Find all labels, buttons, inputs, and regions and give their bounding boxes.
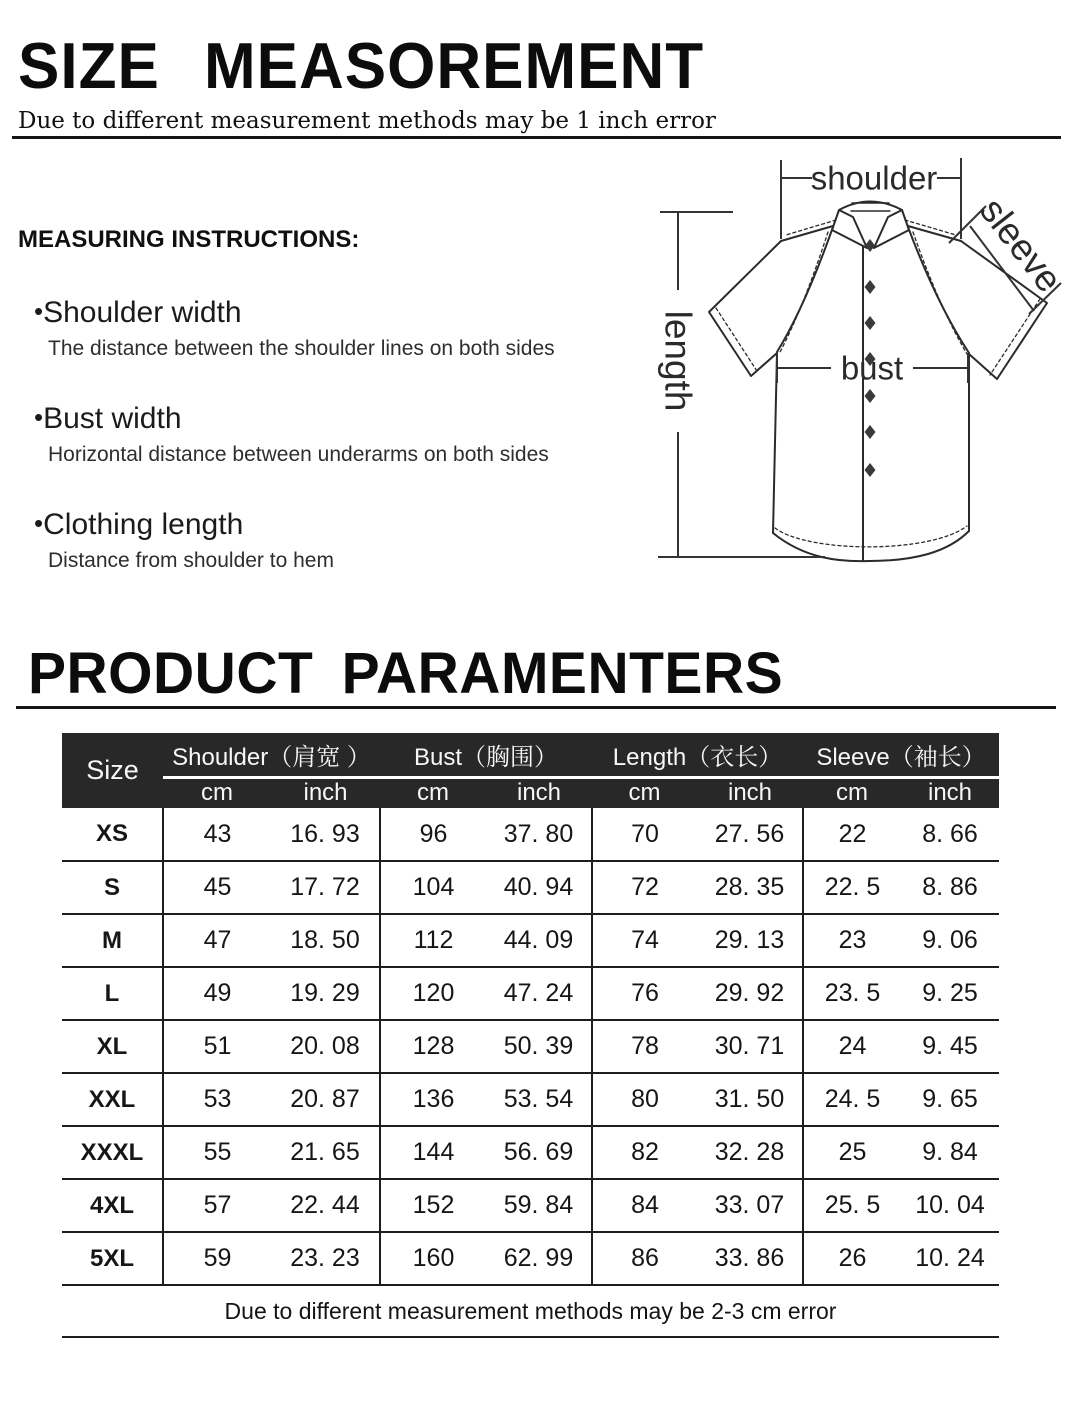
value-cell: 144 (380, 1126, 486, 1179)
value-cell: 84 (592, 1179, 697, 1232)
size-cell: 4XL (62, 1179, 163, 1232)
unit-header: cm (163, 777, 271, 808)
value-cell: 72 (592, 861, 697, 914)
value-cell: 24 (803, 1020, 901, 1073)
value-cell: 152 (380, 1179, 486, 1232)
size-column-header: Size (62, 733, 163, 808)
table-row (62, 1073, 999, 1126)
size-cell: 5XL (62, 1232, 163, 1285)
value-cell: 26 (803, 1232, 901, 1285)
bust-group-header: Bust（胸围） (380, 733, 592, 777)
value-cell: 8. 86 (901, 861, 999, 914)
shirt-measurement-diagram (600, 140, 1072, 612)
value-cell: 78 (592, 1020, 697, 1073)
instruction-item-bust (34, 402, 549, 467)
length-label: length (657, 310, 699, 412)
value-cell: 8. 66 (922, 819, 978, 848)
value-cell: 29. 92 (697, 967, 803, 1020)
value-cell: 9. 65 (901, 1073, 999, 1126)
value-cell: 25 (803, 1126, 901, 1179)
value-cell: 19. 29 (271, 967, 380, 1020)
divider (12, 136, 1061, 139)
length-group-header: Length（衣长） (592, 733, 803, 777)
sleeve-label: sleeve (971, 190, 1071, 300)
size-cell: S (62, 861, 163, 914)
size-cell: XS (95, 820, 128, 847)
value-cell: 16. 93 (290, 819, 360, 848)
size-cell: L (62, 967, 163, 1020)
instruction-title: Clothing length (43, 508, 244, 541)
table-units-row (62, 777, 999, 808)
value-cell: 74 (592, 914, 697, 967)
value-cell: 51 (163, 1020, 271, 1073)
size-cell: XXL (62, 1073, 163, 1126)
value-cell: 29. 13 (697, 914, 803, 967)
value-cell: 9. 06 (901, 914, 999, 967)
value-cell: 56. 69 (486, 1126, 592, 1179)
value-cell: 10. 04 (901, 1179, 999, 1232)
table-row (62, 967, 999, 1020)
value-cell: 30. 71 (697, 1020, 803, 1073)
value-cell: 55 (163, 1126, 271, 1179)
value-cell: 22 (803, 808, 901, 861)
value-cell: 45 (163, 861, 271, 914)
value-cell: 57 (163, 1179, 271, 1232)
page-title: SIZE MEASOREMENT (18, 30, 705, 103)
value-cell: 70 (592, 808, 697, 861)
value-cell: 9. 45 (901, 1020, 999, 1073)
value-cell: 62. 99 (486, 1232, 592, 1285)
value-cell: 49 (163, 967, 271, 1020)
divider (16, 706, 1056, 709)
unit-header: cm (592, 777, 697, 808)
size-table (62, 733, 999, 1338)
value-cell: 120 (380, 967, 486, 1020)
unit-header: inch (901, 777, 999, 808)
unit-header: cm (380, 777, 486, 808)
value-cell: 33. 86 (697, 1232, 803, 1285)
value-cell: 53 (163, 1073, 271, 1126)
value-cell: 9. 25 (901, 967, 999, 1020)
value-cell: 47 (163, 914, 271, 967)
value-cell: 76 (592, 967, 697, 1020)
value-cell: 59 (163, 1232, 271, 1285)
table-group-header-row (62, 733, 999, 777)
value-cell: 9. 84 (901, 1126, 999, 1179)
value-cell: 47. 24 (486, 967, 592, 1020)
bullet-icon: • (34, 296, 44, 326)
table-footnote-row (62, 1285, 999, 1337)
instruction-description: Horizontal distance between underarms on both sides (48, 443, 549, 466)
instruction-title: Bust width (43, 402, 182, 435)
unit-header: inch (486, 777, 592, 808)
size-cell: M (62, 914, 163, 967)
unit-header: inch (271, 777, 380, 808)
value-cell: 23. 5 (803, 967, 901, 1020)
size-cell: XL (62, 1020, 163, 1073)
value-cell: 24. 5 (803, 1073, 901, 1126)
table-row (62, 1179, 999, 1232)
value-cell: 20. 08 (271, 1020, 380, 1073)
value-cell: 86 (592, 1232, 697, 1285)
value-cell: 104 (380, 861, 486, 914)
value-cell: 50. 39 (486, 1020, 592, 1073)
table-row (62, 861, 999, 914)
value-cell: 112 (380, 914, 486, 967)
value-cell: 25. 5 (803, 1179, 901, 1232)
value-cell: 22. 5 (803, 861, 901, 914)
value-cell: 43 (163, 808, 271, 861)
sleeve-group-header: Sleeve（袖长） (803, 733, 999, 777)
value-cell: 96 (380, 808, 486, 861)
table-row (62, 808, 999, 861)
table-row (62, 1232, 999, 1285)
value-cell: 32. 28 (697, 1126, 803, 1179)
bullet-icon: • (34, 508, 44, 538)
instruction-item-shoulder (34, 296, 555, 361)
value-cell: 27. 56 (714, 819, 785, 848)
value-cell: 53. 54 (486, 1073, 592, 1126)
value-cell: 80 (592, 1073, 697, 1126)
value-cell: 21. 65 (271, 1126, 380, 1179)
value-cell: 23. 23 (271, 1232, 380, 1285)
value-cell: 28. 35 (697, 861, 803, 914)
value-cell: 160 (380, 1232, 486, 1285)
size-cell: XXXL (62, 1126, 163, 1179)
value-cell: 18. 50 (271, 914, 380, 967)
value-cell: 31. 50 (697, 1073, 803, 1126)
table-row (62, 1126, 999, 1179)
instruction-description: The distance between the shoulder lines on both sides (48, 337, 555, 360)
value-cell: 37. 80 (503, 819, 574, 848)
unit-header: cm (803, 777, 901, 808)
value-cell: 23 (803, 914, 901, 967)
value-cell: 10. 24 (901, 1232, 999, 1285)
parameters-heading: PRODUCT PARAMENTERS (28, 641, 784, 707)
instruction-title: Shoulder width (43, 296, 242, 329)
value-cell: 33. 07 (697, 1179, 803, 1232)
unit-header: inch (697, 777, 803, 808)
value-cell: 82 (592, 1126, 697, 1179)
shoulder-label: shoulder (810, 159, 938, 197)
page-subtitle: Due to different measurement methods may be 1 inch error (18, 108, 716, 134)
bullet-icon: • (34, 402, 44, 432)
bust-label: bust (840, 349, 904, 387)
table-row (62, 914, 999, 967)
instructions-heading: MEASURING INSTRUCTIONS: (18, 226, 360, 253)
value-cell: 17. 72 (271, 861, 380, 914)
value-cell: 22. 44 (271, 1179, 380, 1232)
value-cell: 59. 84 (486, 1179, 592, 1232)
value-cell: 20. 87 (271, 1073, 380, 1126)
value-cell: 136 (380, 1073, 486, 1126)
value-cell: 40. 94 (486, 861, 592, 914)
table-footnote: Due to different measurement methods may be 2-3 cm error (62, 1285, 999, 1337)
table-row (62, 1020, 999, 1073)
value-cell: 128 (380, 1020, 486, 1073)
value-cell: 44. 09 (486, 914, 592, 967)
instruction-item-length (34, 508, 334, 573)
instruction-description: Distance from shoulder to hem (48, 549, 334, 572)
shoulder-group-header: Shoulder（肩宽 ） (163, 733, 380, 777)
